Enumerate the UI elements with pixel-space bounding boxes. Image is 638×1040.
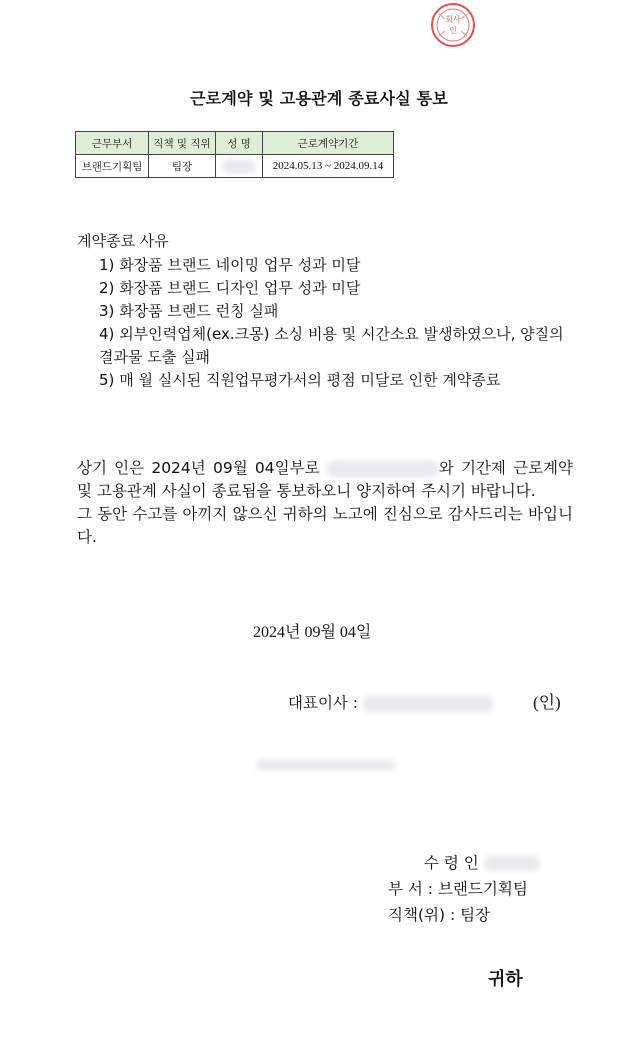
notice-paragraph-1: [77, 457, 573, 503]
document-title: 근로계약 및 고용관계 종료사실 통보: [190, 89, 448, 108]
ceo-name-redacted: [363, 696, 493, 712]
reason-text: 화장품 브랜드 런칭 실패: [119, 302, 279, 320]
redacted-text: [256, 760, 396, 770]
employee-info-table: [75, 131, 394, 178]
notice-text: 와 기간제 근로계약 및 고용관계 사실이 종료됨을 통보하오니 양지하여 주시기 바랍니다.: [77, 459, 573, 500]
reason-number: 1): [99, 256, 115, 274]
header-contract-period: 근로계약기간: [263, 132, 394, 155]
list-item: [99, 323, 564, 369]
company-name-redacted: [327, 461, 439, 477]
issue-date: 2024년 09월 04일: [253, 624, 372, 641]
reason-number: 2): [99, 279, 115, 297]
table-row: [76, 155, 394, 178]
notice-body: [77, 457, 573, 549]
recipient-position-row: [388, 902, 540, 928]
reason-number: 5): [99, 371, 115, 389]
svg-text:인: 인: [449, 26, 457, 35]
recipient-name-row: [388, 850, 540, 876]
cell-name-redacted: [216, 155, 263, 178]
ceo-signature-line: [288, 688, 561, 713]
reason-text: 외부인력업체(ex.크몽) 소싱 비용 및 시간소요 발생하였으나, 양질의 결과물 도출 실패: [99, 325, 564, 366]
recipient-name-redacted: [484, 856, 540, 871]
reason-text: 화장품 브랜드 네이밍 업무 성과 미달: [119, 256, 361, 274]
header-name: 성 명: [216, 132, 263, 155]
list-item: [99, 277, 564, 300]
notice-paragraph-2: 그 동안 수고를 아끼지 않으신 귀하의 노고에 진심으로 감사드리는 바입니다.: [77, 505, 573, 546]
list-item: [99, 369, 564, 392]
recipient-position-label: 직책(위) :: [388, 906, 461, 924]
header-department: 근무부서: [76, 132, 149, 155]
reason-number: 3): [99, 302, 115, 320]
table-header-row: [76, 132, 394, 155]
recipient-block: [388, 850, 540, 928]
termination-reasons: [77, 230, 564, 392]
company-seal-stamp: [429, 2, 477, 48]
recipient-position-value: 팀장: [460, 906, 491, 924]
cell-department: 브랜드기획팀: [76, 155, 149, 178]
cell-position: 팀장: [149, 155, 216, 178]
reasons-heading: 계약종료 사유: [77, 232, 169, 250]
reason-number: 4): [99, 325, 115, 343]
ceo-label: 대표이사 :: [288, 694, 363, 712]
recipient-department-value: 브랜드기획팀: [437, 880, 528, 898]
recipient-department-row: [388, 876, 540, 902]
list-item: [99, 300, 564, 323]
header-position: 직책 및 직위: [149, 132, 216, 155]
notice-text: 상기 인은 2024년 09월 04일부로: [77, 459, 327, 477]
reason-text: 매 월 실시된 직원업무평가서의 평점 미달로 인한 계약종료: [119, 371, 501, 389]
recipient-department-label: 부 서 :: [388, 880, 438, 898]
seal-mark: (인): [532, 693, 561, 712]
honorific: 귀하: [488, 969, 523, 990]
list-item: [99, 254, 564, 277]
reason-text: 화장품 브랜드 디자인 업무 성과 미달: [119, 279, 361, 297]
svg-text:회사: 회사: [445, 15, 461, 24]
recipient-name-label: 수 령 인: [424, 854, 479, 872]
cell-contract-period: 2024.05.13 ~ 2024.09.14: [263, 155, 394, 178]
